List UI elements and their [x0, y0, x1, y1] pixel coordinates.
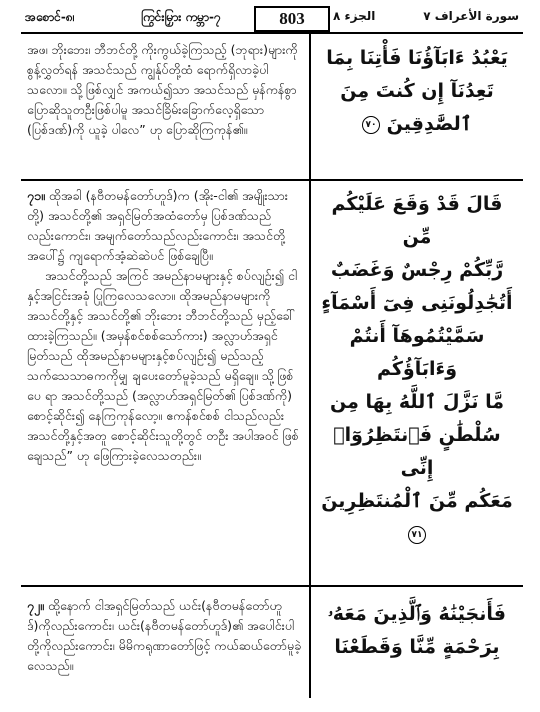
arabic-line: يَعْبُدُ ءَابَآؤُنَا فَأْتِنَا بِمَا [326, 47, 508, 69]
header-section-label: ကြွင်းမြှား ကမ္ဘာ-၇ [141, 10, 221, 24]
arabic-line: بِرَحْمَةٍ مِّنَّا وَقَطَعْنَا [334, 636, 500, 658]
translation-block-70 [27, 40, 303, 140]
translation-text: အဖ၊ ဘိုးဘေး၊ ဘီဘင်တို့ ကိုးကွယ်ခဲ့ကြသည့် (ဘုရား)များကိုစွန့်လွှတ်ရန် အသင်သည် ကျွန်ုပ်တို့ထံ ရောက်ရှိလာခဲ့ပါသလော။ သို့ဖြစ်လျှင် အကယ်၍သာ အသင်သည် မှန်ကန်စွာ ပြောဆိုသူတဦးဖြစ်ပါမူ အသင်ခြိမ်းခြောက်လေ့ရှိသော (ပြစ်ဒဏ်)ကို ယူခဲ့ ပါလေ” ဟု ပြောဆိုကြကုန်၏။ [27, 42, 298, 137]
translation-block-72 [27, 596, 303, 676]
arabic-line: مَّا نَزَّلَ ٱللَّهُ بِهَا مِن [329, 391, 504, 413]
arabic-line-text: ٱلصَّٰدِقِينَ [386, 113, 472, 135]
arabic-line [318, 485, 516, 551]
header-divider [21, 32, 523, 34]
arabic-line [318, 108, 516, 141]
translation-paragraph [27, 186, 303, 266]
arabic-line: تَعِدُنَآ إِن كُنتَ مِنَ [340, 80, 494, 102]
arabic-line: أَتُجَٰدِلُونَنِى فِىٓ أَسْمَآءٍ [321, 292, 513, 314]
translation-paragraph [27, 596, 303, 676]
translation-paragraph: အသင်တို့သည် အကြင် အမည်နာမများနှင့် စပ်လျဉ်း၍ ငါနှင့်အငြင်းအခုံ ပြုကြလေသလော။ ထိုအမည်နာမများကို အသင်တို့နှင့် အသင်တို့၏ ဘိုးဘေး ဘီဘင်တို့သည် မှည့်ခေါ်ထားခဲ့ကြသည်။ (အမှန်စင်စစ်သော်ကား) အလ္လာဟ်အရှင်မြတ်သည် ထိုအမည်နာမများနှင့်စပ်လျဉ်း၍ မည်သည့်သက်သေသာဓကကိုမျှ ချပေးတော်မူခဲ့သည် မရှိချေ။ သို့ဖြစ်ပေ ရာ အသင်တို့သည် (အလ္လာဟ်အရှင်မြတ်၏ ပြစ်ဒဏ်ကို) စောင့်ဆိုင်း၍ နေကြကုန်လော့။ ဧကန်စင်စစ် ငါသည်လည်း အသင်တို့နှင့်အတူ စောင့်ဆိုင်းသူတို့တွင် တဦး အပါအဝင် ဖြစ်ချေသည်” ဟု ဖြေကြားခဲ့လေသတည်း။ [27, 268, 299, 463]
arabic-block-71 [318, 188, 516, 551]
header-part-label: အစောင်-၈၊ [25, 10, 75, 24]
ayah-end-mark: ٧٠ [362, 116, 380, 134]
arabic-line: سَمَّيْتُمُوهَآ أَنتُمْ وَءَابَآؤُكُم [349, 325, 485, 380]
header-surah-label: سورة الأعراف ٧ [423, 9, 519, 23]
arabic-block-72 [318, 598, 516, 664]
arabic-block-70 [318, 42, 516, 141]
arabic-line: رَّبِّكُمْ رِجْسٌ وَغَضَبٌ [330, 259, 504, 281]
translation-block-71 [27, 186, 303, 466]
arabic-line: فَأَنجَيْنَٰهُ وَٱلَّذِينَ مَعَهُۥ [328, 603, 506, 625]
translation-text: ထို့နောက် ငါအရှင်မြတ်သည် ယင်း(နဗီတမန်တော်ဟူဒ်)ကိုလည်းကောင်း၊ ယင်း(နဗီတမန်တော်ဟူဒ်)၏ အပေါင်းပါတို့ကိုလည်းကောင်း၊ မိမိကရုဏာတော်ဖြင့် ကယ်ဆယ်တော်မူခဲ့လေသည်။ [27, 598, 302, 673]
section-divider-2 [21, 585, 523, 587]
arabic-line: سُلْطَٰنٍ فَٱنتَظِرُوٓا۟ إِنِّى [333, 424, 501, 479]
page-number: 803 [254, 6, 330, 32]
section-divider-1 [21, 179, 523, 181]
verse-number: ၇၂။ [27, 598, 44, 613]
page-header [21, 6, 523, 30]
translation-text: ထိုအခါ (နဗီတမန်တော်ဟူဒ်)က (အိုး-ငါ၏ အမျိုးသားတို့) အသင်တို့၏ အရှင်မြတ်အထံတော်မှ ပြစ်ဒဏ်သည်လည်းကောင်း၊ အမျက်တော်သည်လည်းကောင်း၊ အသင်တို့အပေါ်၌ ကျရောက်အံ့ဆဲဆဲပင် ဖြစ်ချေပြီ။ [27, 188, 288, 263]
verse-number: ၇၁။ [27, 188, 45, 203]
arabic-line-text: مَعَكُم مِّنَ ٱلْمُنتَظِرِينَ [321, 490, 513, 512]
header-juz-label: الجزء ٨ [333, 9, 376, 23]
ayah-end-mark: ٧١ [408, 526, 426, 544]
column-divider [309, 34, 311, 698]
arabic-line: قَالَ قَدْ وَقَعَ عَلَيْكُم مِّن [331, 193, 503, 248]
